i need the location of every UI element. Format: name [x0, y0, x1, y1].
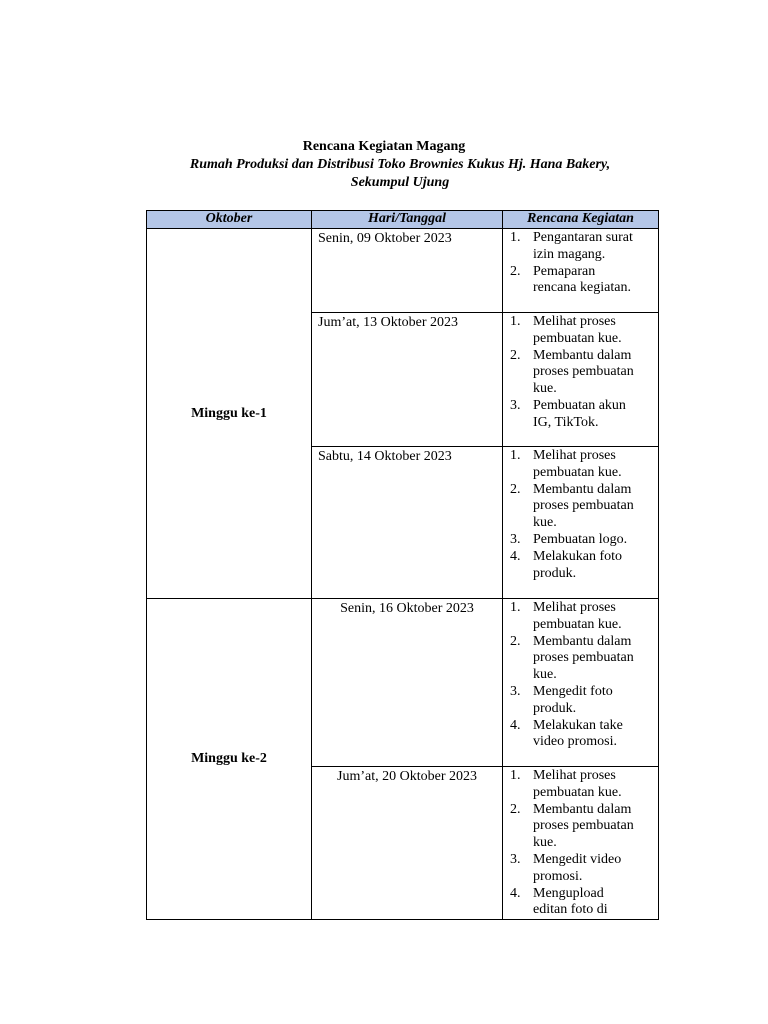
- activity-item: [509, 482, 652, 532]
- table-row: [147, 229, 659, 313]
- activity-text: [533, 886, 652, 920]
- activity-item: [509, 600, 652, 634]
- activity-line: Melihat proses: [533, 768, 616, 783]
- activity-number: 1.: [510, 230, 521, 245]
- activity-number: 2.: [510, 633, 521, 649]
- activity-line: proses pembuatan: [533, 364, 634, 380]
- activity-item: [509, 802, 652, 852]
- activity-item: [509, 398, 652, 432]
- activity-number: 3.: [510, 683, 521, 699]
- activity-item: [509, 532, 652, 549]
- activity-text: [533, 634, 652, 684]
- activities-cell: [503, 447, 659, 599]
- activity-line: Mengedit foto: [533, 683, 613, 699]
- activity-line: produk.: [533, 700, 577, 716]
- activity-line: pembuatan kue.: [533, 464, 622, 480]
- activity-number: 3.: [510, 397, 521, 413]
- activity-text: [533, 718, 652, 752]
- activity-text: [533, 348, 652, 398]
- activity-text: [533, 314, 652, 348]
- activity-line: izin magang.: [533, 246, 606, 262]
- activity-text: [533, 482, 652, 532]
- activity-item: [509, 684, 652, 718]
- activity-text: [533, 802, 652, 852]
- activity-line: Melihat proses: [533, 600, 616, 615]
- activity-line: Pembuatan akun: [533, 397, 626, 413]
- activity-text: [533, 852, 652, 886]
- date-cell: Jum’at, 20 Oktober 2023: [312, 767, 503, 920]
- document-subtitle: [150, 156, 650, 192]
- date-cell: Senin, 16 Oktober 2023: [312, 599, 503, 767]
- activity-list: [509, 448, 652, 582]
- table-row: [147, 599, 659, 767]
- activity-item: [509, 634, 652, 684]
- activity-line: Mengedit video: [533, 851, 622, 867]
- week-label: Minggu ke-2: [147, 599, 312, 920]
- activity-line: Pembuatan logo.: [533, 531, 628, 547]
- activity-number: 1.: [510, 448, 521, 463]
- activity-text: [533, 448, 652, 482]
- activity-line: Membantu dalam: [533, 347, 632, 363]
- activity-item: [509, 549, 652, 583]
- week-label: Minggu ke-1: [147, 229, 312, 599]
- table-header-row: [147, 211, 659, 229]
- activity-text: [533, 768, 652, 802]
- activities-cell: [503, 229, 659, 313]
- activities-cell: [503, 767, 659, 920]
- subtitle-line-1: Rumah Produksi dan Distribusi Toko Brownies Kukus Hj. Hana Bakery,: [189, 157, 611, 172]
- activity-line: kue.: [533, 515, 557, 531]
- activity-line: proses pembuatan: [533, 818, 634, 834]
- activity-line: pembuatan kue.: [533, 616, 622, 632]
- activity-item: [509, 348, 652, 398]
- activity-number: 1.: [510, 314, 521, 329]
- activity-line: Pemaparan: [533, 263, 596, 279]
- schedule-table: [146, 210, 659, 920]
- activity-text: [533, 230, 652, 264]
- header-rencana-kegiatan: Rencana Kegiatan: [503, 211, 659, 229]
- date-cell: Sabtu, 14 Oktober 2023: [312, 447, 503, 599]
- activity-item: [509, 230, 652, 264]
- activity-number: 2.: [510, 801, 521, 817]
- activity-list: [509, 600, 652, 751]
- activity-line: Melihat proses: [533, 314, 616, 329]
- activity-number: 4.: [510, 548, 521, 564]
- date-cell: Jum’at, 13 Oktober 2023: [312, 313, 503, 447]
- activity-line: editan foto di: [533, 902, 608, 918]
- header-oktober: Oktober: [147, 211, 312, 229]
- activity-line: kue.: [533, 835, 557, 851]
- activity-list: [509, 768, 652, 919]
- activity-line: Melihat proses: [533, 448, 616, 463]
- activity-text: [533, 549, 652, 583]
- activity-line: Membantu dalam: [533, 801, 632, 817]
- activity-item: [509, 314, 652, 348]
- activity-number: 2.: [510, 263, 521, 279]
- activity-line: proses pembuatan: [533, 498, 634, 514]
- activity-line: pembuatan kue.: [533, 784, 622, 800]
- activities-cell: [503, 599, 659, 767]
- activity-line: IG, TikTok.: [533, 414, 599, 430]
- activity-line: kue.: [533, 667, 557, 683]
- activity-number: 1.: [510, 600, 521, 615]
- activity-number: 2.: [510, 481, 521, 497]
- activities-cell: [503, 313, 659, 447]
- activity-text: [533, 684, 652, 718]
- activity-line: produk.: [533, 565, 577, 581]
- activity-item: [509, 886, 652, 920]
- activity-list: [509, 314, 652, 432]
- activity-line: promosi.: [533, 868, 583, 884]
- activity-item: [509, 718, 652, 752]
- activity-number: 1.: [510, 768, 521, 783]
- activity-item: [509, 852, 652, 886]
- activity-number: 4.: [510, 717, 521, 733]
- activity-number: 3.: [510, 531, 521, 547]
- activity-item: [509, 448, 652, 482]
- activity-text: [533, 398, 652, 432]
- activity-text: [533, 264, 652, 298]
- activity-line: Melakukan foto: [533, 548, 623, 564]
- activity-line: rencana kegiatan.: [533, 280, 631, 296]
- activity-line: proses pembuatan: [533, 650, 634, 666]
- activity-list: [509, 230, 652, 297]
- activity-line: pembuatan kue.: [533, 330, 622, 346]
- subtitle-line-2: Sekumpul Ujung: [350, 175, 450, 190]
- activity-number: 4.: [510, 885, 521, 901]
- activity-line: video promosi.: [533, 734, 617, 750]
- document-title: Rencana Kegiatan Magang: [302, 139, 466, 154]
- activity-item: [509, 768, 652, 802]
- activity-text: [533, 532, 652, 549]
- activity-line: Membantu dalam: [533, 633, 632, 649]
- activity-line: Pengantaran surat: [533, 230, 633, 245]
- activity-number: 3.: [510, 851, 521, 867]
- activity-number: 2.: [510, 347, 521, 363]
- date-cell: Senin, 09 Oktober 2023: [312, 229, 503, 313]
- activity-text: [533, 600, 652, 634]
- activity-line: Melakukan take: [533, 717, 623, 733]
- activity-line: Mengupload: [533, 885, 604, 901]
- activity-line: Membantu dalam: [533, 481, 632, 497]
- header-hari-tanggal: Hari/Tanggal: [312, 211, 503, 229]
- activity-line: kue.: [533, 381, 557, 397]
- activity-item: [509, 264, 652, 298]
